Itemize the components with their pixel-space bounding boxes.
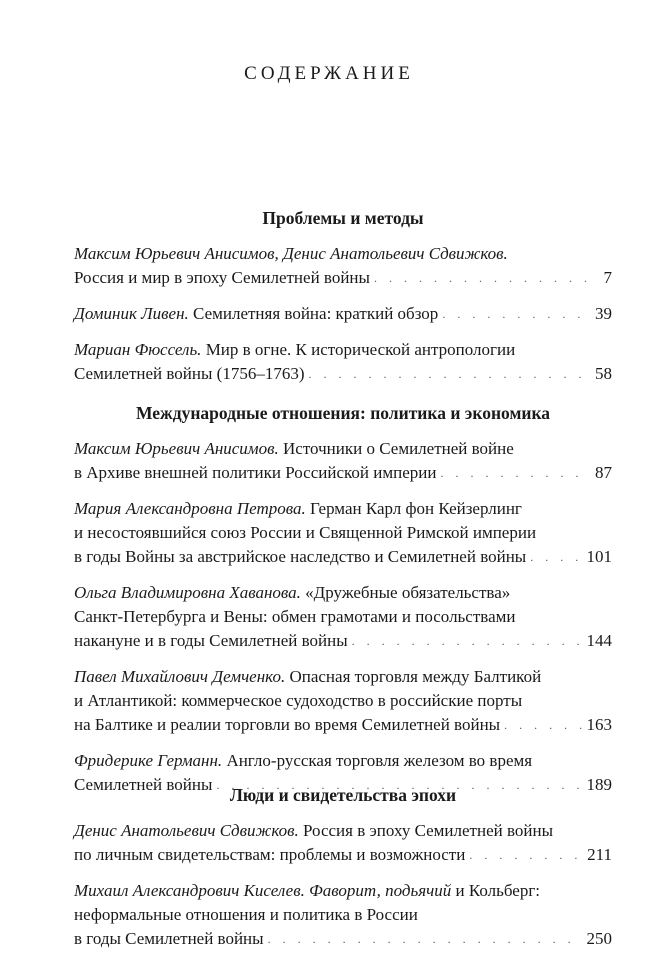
toc-entry[interactable] bbox=[74, 879, 612, 951]
toc-entry[interactable] bbox=[74, 242, 612, 290]
entry-text bbox=[74, 689, 522, 713]
entry-title: по личным свидетельствам: проблемы и возможности bbox=[74, 845, 466, 864]
toc-entry-line bbox=[74, 437, 612, 461]
toc-entry-line bbox=[74, 521, 612, 545]
page-title: СОДЕРЖАНИЕ bbox=[244, 63, 414, 84]
entry-author: Мариан Фюссель. bbox=[74, 340, 202, 359]
entry-title: и Кольберг: bbox=[451, 881, 541, 900]
entry-text bbox=[74, 749, 532, 773]
entry-author: Фридерике Германн. bbox=[74, 751, 223, 770]
toc-entry[interactable] bbox=[74, 497, 612, 569]
section-heading: Международные отношения: политика и экономика bbox=[135, 403, 551, 423]
entry-title: неформальные отношения и политика в России bbox=[74, 905, 418, 924]
toc-entry-line bbox=[74, 843, 612, 867]
entry-text bbox=[74, 242, 508, 266]
page-number: 189 bbox=[586, 775, 612, 794]
entry-text bbox=[74, 302, 438, 326]
page-number: 250 bbox=[586, 929, 612, 948]
toc-entry[interactable] bbox=[74, 819, 612, 867]
entry-title: Источники о Семилетней войне bbox=[278, 439, 514, 458]
entry-author: Ольга Владимировна Хаванова. bbox=[74, 583, 301, 602]
entry-text bbox=[74, 903, 418, 927]
entry-text bbox=[74, 266, 370, 290]
toc-entry-line bbox=[74, 605, 612, 629]
section-heading: Проблемы и методы bbox=[262, 208, 424, 228]
toc-entry-line bbox=[74, 242, 612, 266]
entry-text bbox=[74, 521, 536, 545]
toc-entry[interactable] bbox=[74, 437, 612, 485]
entry-title: Семилетней войны (1756–1763) bbox=[74, 364, 305, 383]
entry-title: в годы Войны за австрийское наследство и Семилетней войны bbox=[74, 547, 527, 566]
entry-text bbox=[74, 819, 553, 843]
entry-text bbox=[74, 927, 264, 951]
toc-entry[interactable] bbox=[74, 581, 612, 653]
toc-entry-line bbox=[74, 629, 612, 653]
toc-entry-line bbox=[74, 689, 612, 713]
page-number: 163 bbox=[586, 715, 612, 734]
entry-title: Россия в эпоху Семилетней войны bbox=[298, 821, 554, 840]
entry-author: Мария Александровна Петрова. bbox=[74, 499, 306, 518]
entry-title: Россия и мир в эпоху Семилетней войны bbox=[74, 268, 370, 287]
toc-entry-line bbox=[74, 819, 612, 843]
dot-leader bbox=[442, 302, 591, 326]
dot-leader bbox=[352, 629, 583, 653]
entry-text bbox=[74, 665, 541, 689]
dot-leader bbox=[530, 545, 582, 569]
toc-entry-line bbox=[74, 879, 612, 903]
entry-title: и несостоявшийся союз России и Священной Римской империи bbox=[74, 523, 537, 542]
entry-text bbox=[74, 338, 515, 362]
entry-author: Михаил Александрович Киселев. bbox=[74, 881, 305, 900]
page-number: 39 bbox=[595, 304, 612, 323]
entry-title: Англо-русская торговля железом во время bbox=[222, 751, 533, 770]
entry-text bbox=[74, 461, 436, 485]
entry-title: Опасная торговля между Балтикой bbox=[285, 667, 542, 686]
toc-entry[interactable] bbox=[74, 665, 612, 737]
entry-text bbox=[74, 545, 526, 569]
page-number: 58 bbox=[595, 364, 612, 383]
entry-text bbox=[74, 629, 348, 653]
entry-title: и Атлантикой: коммерческое судоходство в российские порты bbox=[74, 691, 523, 710]
entry-title: в годы Семилетней войны bbox=[74, 929, 264, 948]
entry-author: Доминик Ливен. bbox=[74, 304, 189, 323]
dot-leader bbox=[309, 362, 592, 386]
toc-entry-line bbox=[74, 749, 612, 773]
entry-text bbox=[74, 879, 540, 903]
toc-entry-line bbox=[74, 461, 612, 485]
entry-text bbox=[74, 362, 305, 386]
toc-entry-line bbox=[74, 302, 612, 326]
entry-author: Максим Юрьевич Анисимов, Денис Анатольевич Сдвижков. bbox=[74, 244, 508, 263]
toc-entry-line bbox=[74, 545, 612, 569]
entry-text bbox=[74, 581, 510, 605]
toc-entry-line bbox=[74, 581, 612, 605]
entry-title: Семилетняя война: краткий обзор bbox=[188, 304, 439, 323]
entry-title: «Дружебные обязательства» bbox=[300, 583, 511, 602]
page-number: 7 bbox=[603, 268, 612, 287]
entry-text bbox=[74, 605, 515, 629]
entry-title: на Балтике и реалии торговли во время Семилетней войны bbox=[74, 715, 501, 734]
dot-leader bbox=[268, 927, 583, 951]
page-number: 101 bbox=[586, 547, 612, 566]
toc-entry-line bbox=[74, 927, 612, 951]
entry-author: Павел Михайлович Демченко. bbox=[74, 667, 286, 686]
entry-text bbox=[74, 843, 465, 867]
entry-author: Максим Юрьевич Анисимов. bbox=[74, 439, 279, 458]
dot-leader bbox=[469, 843, 583, 867]
entry-title-italic: Фаворит, подьячий bbox=[309, 881, 452, 900]
toc-section bbox=[74, 206, 612, 386]
section-heading: Люди и свидетельства эпохи bbox=[229, 785, 457, 805]
entry-title: Мир в огне. К исторической антропологии bbox=[201, 340, 516, 359]
toc-entry[interactable] bbox=[74, 338, 612, 386]
page-number: 144 bbox=[586, 631, 612, 650]
entry-title: Семилетней войны bbox=[74, 775, 213, 794]
toc-entry-line bbox=[74, 497, 612, 521]
entry-text bbox=[74, 497, 522, 521]
entry-title: Санкт-Петербурга и Вены: обмен грамотами и посольствами bbox=[74, 607, 516, 626]
entry-title: в Архиве внешней политики Российской империи bbox=[74, 463, 437, 482]
toc-section bbox=[74, 783, 612, 951]
toc-entry-line bbox=[74, 713, 612, 737]
dot-leader bbox=[374, 266, 594, 290]
dot-leader bbox=[440, 461, 591, 485]
entry-text bbox=[74, 437, 514, 461]
dot-leader bbox=[504, 713, 582, 737]
page-number: 87 bbox=[595, 463, 612, 482]
page-number: 211 bbox=[587, 845, 612, 864]
toc-section bbox=[74, 401, 612, 797]
toc-entry-line bbox=[74, 903, 612, 927]
toc-entry-line bbox=[74, 338, 612, 362]
entry-author: Денис Анатольевич Сдвижков. bbox=[74, 821, 299, 840]
entry-title: Герман Карл фон Кейзерлинг bbox=[305, 499, 522, 518]
toc-entry-line bbox=[74, 362, 612, 386]
toc-entry[interactable] bbox=[74, 302, 612, 326]
entry-text bbox=[74, 713, 500, 737]
toc-entry-line bbox=[74, 266, 612, 290]
entry-title: накануне и в годы Семилетней войны bbox=[74, 631, 348, 650]
toc-entry-line bbox=[74, 665, 612, 689]
